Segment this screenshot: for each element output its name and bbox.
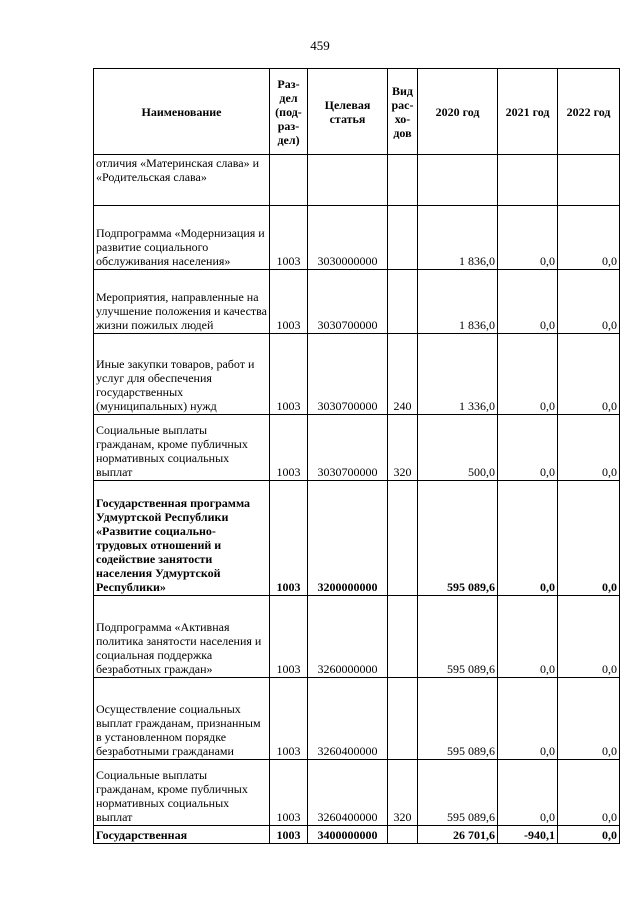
header-section: Раз- дел (под- раз- дел) [270, 69, 308, 155]
row-expense-type: 320 [388, 760, 418, 826]
row-expense-type [388, 481, 418, 596]
row-name: Подпрограмма «Активная политика занятости населения и социальная поддержка безработных граждан» [94, 596, 270, 678]
row-2020: 595 089,6 [418, 678, 498, 760]
row-2020: 595 089,6 [418, 481, 498, 596]
row-2021: 0,0 [498, 334, 558, 415]
table-row [94, 270, 620, 334]
row-section: 1003 [270, 270, 308, 334]
row-2022: 0,0 [558, 760, 620, 826]
row-2020: 1 336,0 [418, 334, 498, 415]
budget-table [93, 68, 620, 844]
row-article: 3400000000 [308, 826, 388, 844]
row-section: 1003 [270, 415, 308, 481]
table-row [94, 678, 620, 760]
row-name: Государственная программа Удмуртской Республики «Развитие социально-трудовых отношений и содействие занятости населения Удмуртской Республики» [94, 481, 270, 596]
row-2022: 0,0 [558, 334, 620, 415]
header-expense-type: Вид рас- хо- дов [388, 69, 418, 155]
row-name: Социальные выплаты гражданам, кроме публичных нормативных социальных выплат [94, 415, 270, 481]
row-name: Подпрограмма «Модернизация и развитие социального обслуживания населения» [94, 206, 270, 270]
row-expense-type [388, 678, 418, 760]
row-section: 1003 [270, 760, 308, 826]
row-article: 3030700000 [308, 270, 388, 334]
row-name: Государственная [94, 826, 270, 844]
header-row [94, 69, 620, 155]
row-name: Мероприятия, направленные на улучшение положения и качества жизни пожилых людей [94, 270, 270, 334]
row-name: Социальные выплаты гражданам, кроме публичных нормативных социальных выплат [94, 760, 270, 826]
row-article [308, 155, 388, 206]
row-section: 1003 [270, 481, 308, 596]
row-2020 [418, 155, 498, 206]
row-2020: 595 089,6 [418, 596, 498, 678]
row-2021: 0,0 [498, 481, 558, 596]
row-expense-type [388, 155, 418, 206]
row-2022: 0,0 [558, 270, 620, 334]
row-2020: 26 701,6 [418, 826, 498, 844]
row-article: 3200000000 [308, 481, 388, 596]
table-row [94, 415, 620, 481]
row-section: 1003 [270, 334, 308, 415]
row-2022 [558, 155, 620, 206]
row-2021: 0,0 [498, 206, 558, 270]
table-row [94, 481, 620, 596]
row-article: 3030000000 [308, 206, 388, 270]
table-row [94, 155, 620, 206]
row-name: отличия «Материнская слава» и «Родительская слава» [94, 155, 270, 206]
row-name: Иные закупки товаров, работ и услуг для обеспечения государственных (муниципальных) нужд [94, 334, 270, 415]
row-article: 3030700000 [308, 415, 388, 481]
row-article: 3260000000 [308, 596, 388, 678]
row-2021: 0,0 [498, 596, 558, 678]
row-2020: 500,0 [418, 415, 498, 481]
header-article: Целевая статья [308, 69, 388, 155]
row-2021: 0,0 [498, 760, 558, 826]
row-2022: 0,0 [558, 826, 620, 844]
row-section: 1003 [270, 826, 308, 844]
row-2021: 0,0 [498, 415, 558, 481]
table-row [94, 206, 620, 270]
table-row [94, 596, 620, 678]
header-2020: 2020 год [418, 69, 498, 155]
row-expense-type [388, 270, 418, 334]
row-2022: 0,0 [558, 678, 620, 760]
row-2022: 0,0 [558, 481, 620, 596]
row-2020: 1 836,0 [418, 206, 498, 270]
row-expense-type [388, 206, 418, 270]
row-name: Осуществление социальных выплат гражданам, признанным в установленном порядке безработными гражданами [94, 678, 270, 760]
header-2022: 2022 год [558, 69, 620, 155]
table-row [94, 334, 620, 415]
row-expense-type [388, 596, 418, 678]
row-section: 1003 [270, 206, 308, 270]
row-expense-type [388, 826, 418, 844]
table-row [94, 826, 620, 844]
row-section [270, 155, 308, 206]
row-article: 3030700000 [308, 334, 388, 415]
row-article: 3260400000 [308, 678, 388, 760]
row-2020: 1 836,0 [418, 270, 498, 334]
row-2022: 0,0 [558, 415, 620, 481]
row-section: 1003 [270, 678, 308, 760]
row-article: 3260400000 [308, 760, 388, 826]
row-2021: -940,1 [498, 826, 558, 844]
row-2022: 0,0 [558, 596, 620, 678]
header-2021: 2021 год [498, 69, 558, 155]
row-2021: 0,0 [498, 678, 558, 760]
row-2020: 595 089,6 [418, 760, 498, 826]
row-2021 [498, 155, 558, 206]
row-expense-type: 320 [388, 415, 418, 481]
row-expense-type: 240 [388, 334, 418, 415]
header-name: Наименование [94, 69, 270, 155]
table-row [94, 760, 620, 826]
row-2021: 0,0 [498, 270, 558, 334]
row-2022: 0,0 [558, 206, 620, 270]
row-section: 1003 [270, 596, 308, 678]
page-number: 459 [310, 38, 330, 53]
